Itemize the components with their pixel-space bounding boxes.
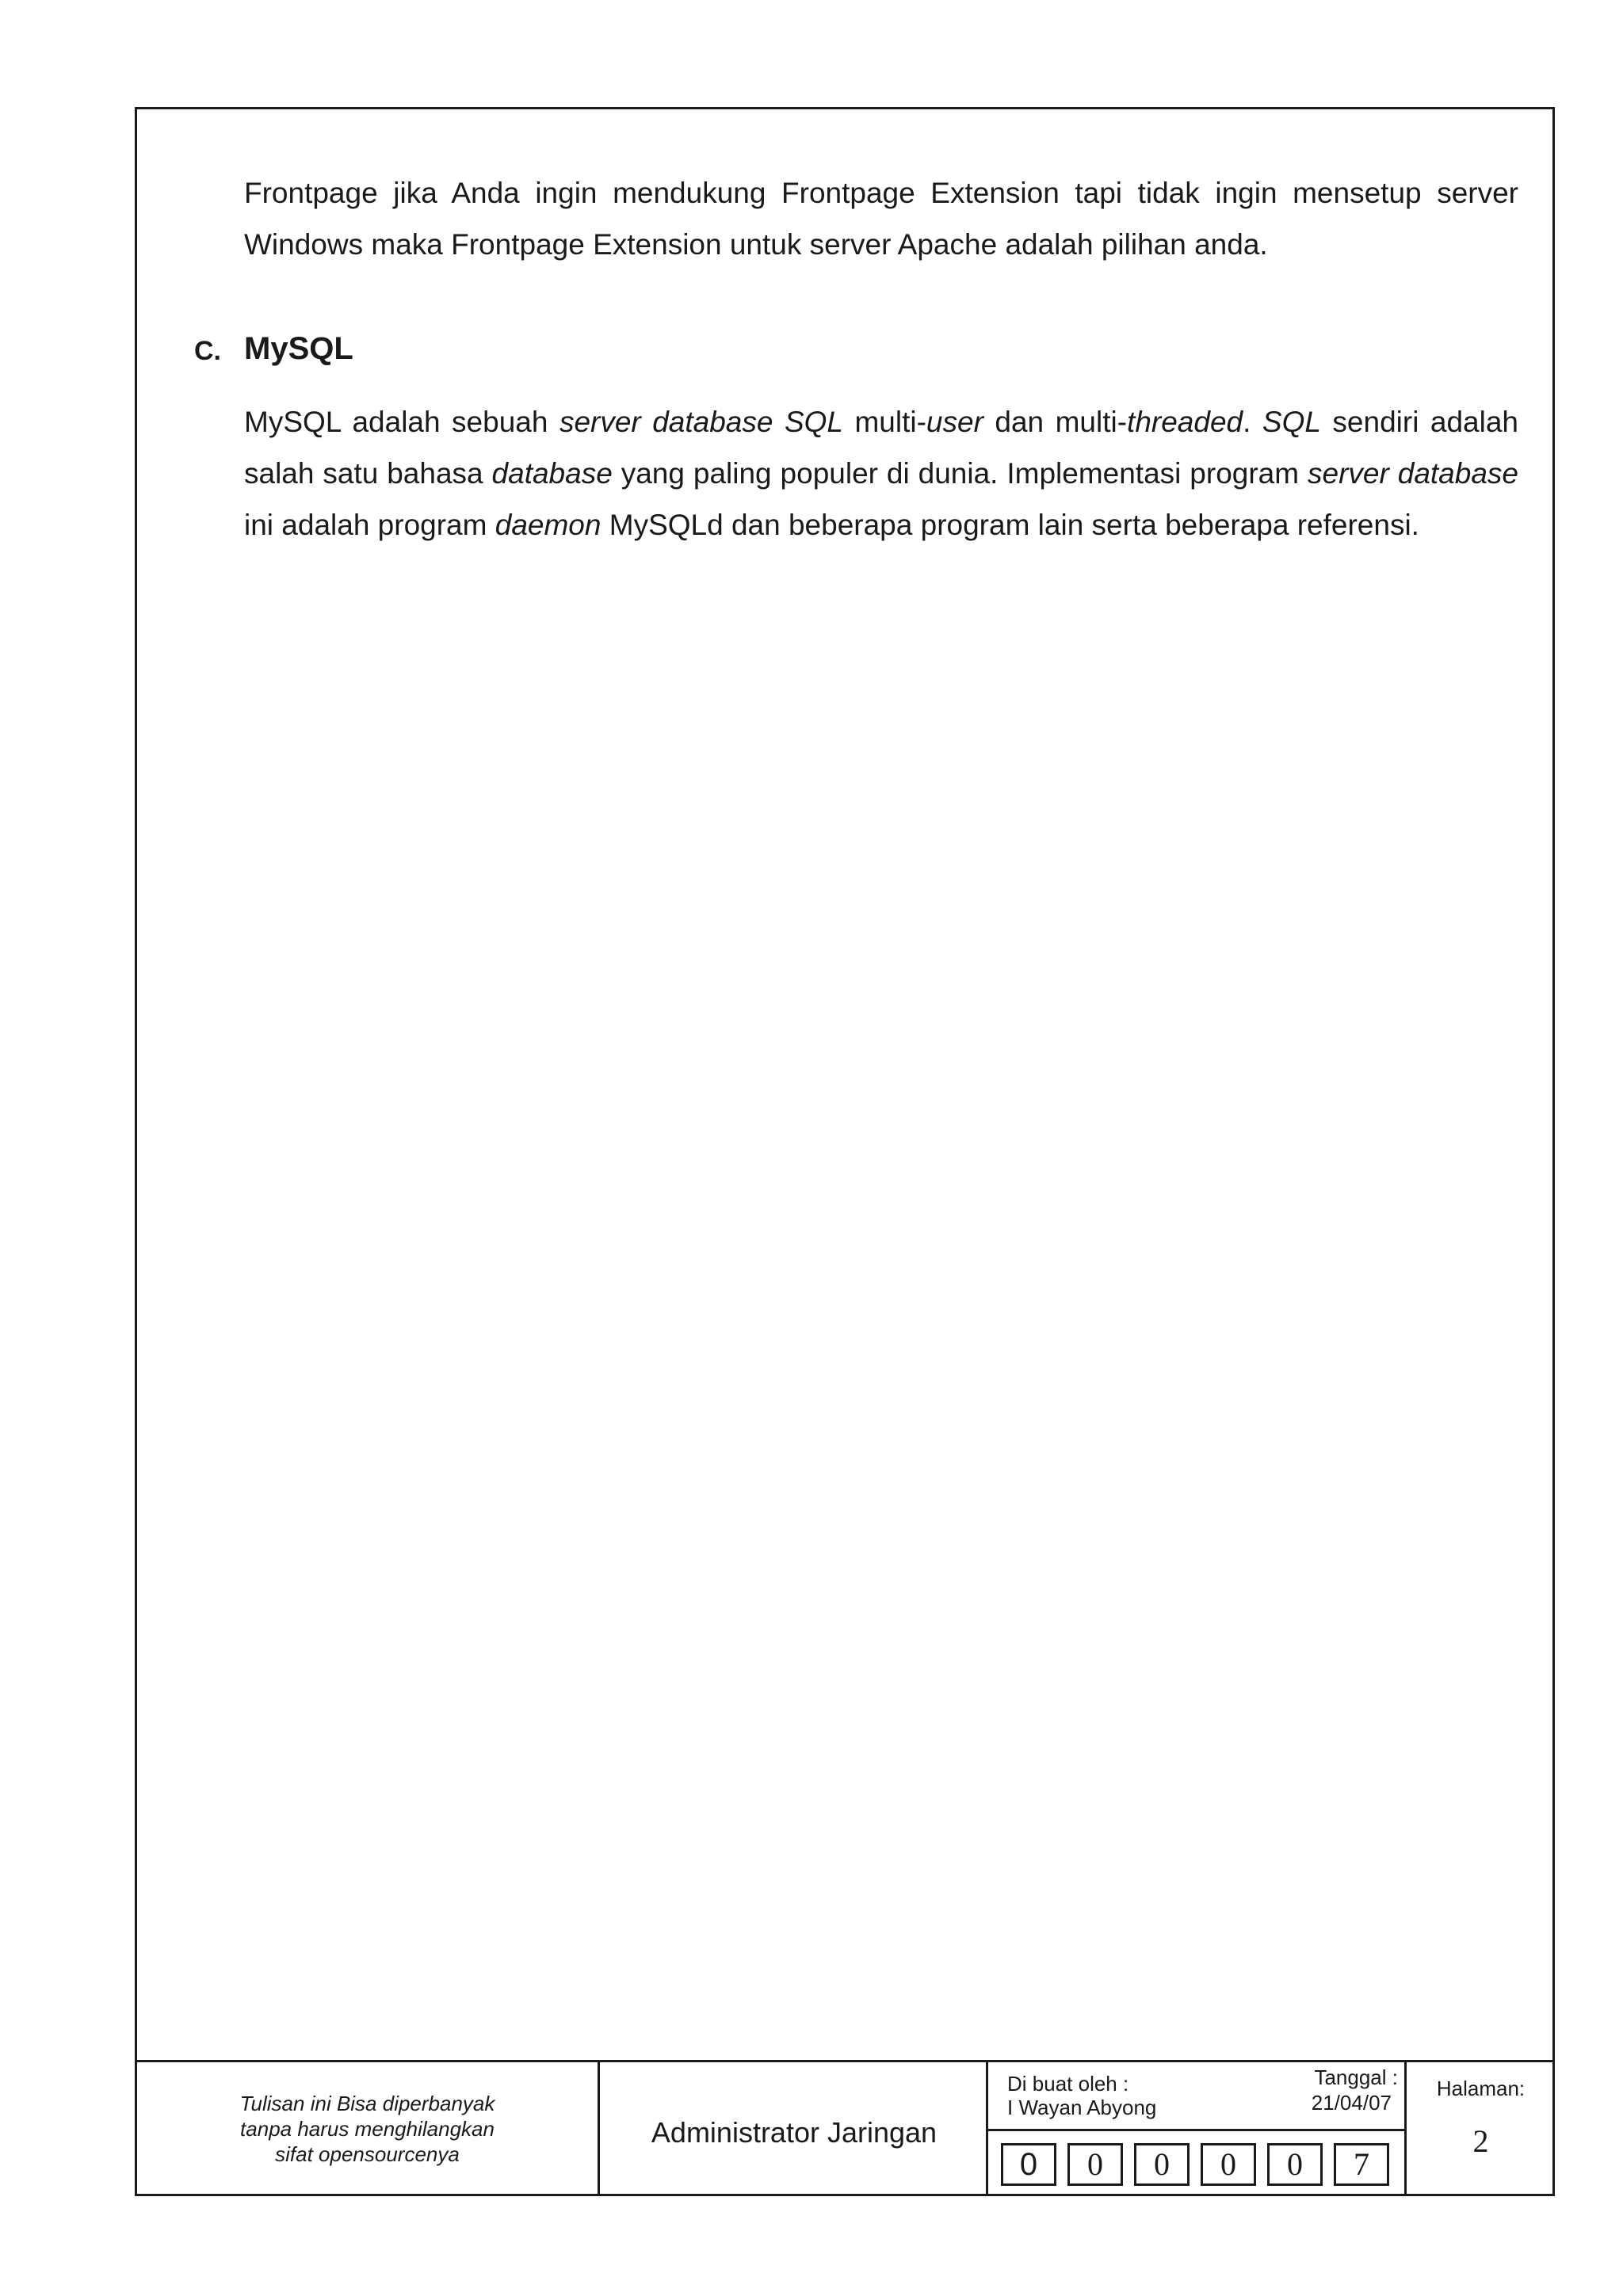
text-run: ini adalah program xyxy=(244,509,495,541)
footer-note-line: tanpa harus menghilangkan xyxy=(240,2117,495,2141)
doc-number-digit: 0 xyxy=(1201,2143,1256,2186)
date-label: Tanggal : xyxy=(1314,2065,1398,2089)
italic-term: database xyxy=(491,457,613,490)
text-run: MySQL adalah sebuah xyxy=(244,406,559,438)
footer-note-line: sifat opensourcenya xyxy=(275,2142,460,2166)
italic-term: user xyxy=(926,406,983,438)
text-run: sendiri adalah salah satu bahasa xyxy=(244,406,1519,490)
text-run: dan multi- xyxy=(983,406,1128,438)
italic-term: server database SQL xyxy=(559,406,843,438)
section-title: MySQL xyxy=(244,331,353,366)
created-by-name: I Wayan Abyong xyxy=(1007,2096,1157,2119)
section-letter: C. xyxy=(194,336,221,366)
doc-number-digit: 0 xyxy=(1267,2143,1323,2186)
paragraph-mysql xyxy=(244,396,1518,551)
footer-note-cell xyxy=(135,2062,600,2196)
text-run: MySQLd dan beberapa program lain serta beberapa referensi. xyxy=(601,509,1419,541)
doc-number-digit: 0 xyxy=(1067,2143,1123,2186)
doc-number-digit: 0 xyxy=(1001,2143,1056,2186)
text-run: multi- xyxy=(842,406,926,438)
text-run: yang paling populer di dunia. Implementasi program xyxy=(612,457,1308,490)
italic-term: threaded xyxy=(1127,406,1243,438)
doc-number-digit: 7 xyxy=(1334,2143,1389,2186)
meta-divider xyxy=(988,2129,1404,2131)
footer-note xyxy=(135,2091,600,2167)
footer-page-cell xyxy=(1407,2062,1555,2196)
footer-title-cell xyxy=(600,2062,988,2196)
page-number: 2 xyxy=(1472,2123,1489,2159)
doc-number-digit: 0 xyxy=(1134,2143,1190,2186)
date-value: 21/04/07 xyxy=(1311,2091,1392,2115)
footer-table xyxy=(135,2060,1555,2196)
italic-term: SQL xyxy=(1262,406,1321,438)
page-label: Halaman: xyxy=(1436,2077,1526,2100)
footer-meta-cell xyxy=(988,2062,1407,2196)
paragraph-frontpage: Frontpage jika Anda ingin mendukung Frontpage Extension tapi tidak ingin mensetup server Windows maka Frontpage Extension untuk server Apache adalah pilihan anda. xyxy=(244,177,1518,261)
text-run: . xyxy=(1243,406,1262,438)
italic-term: server database xyxy=(1308,457,1518,490)
created-by-label: Di buat oleh : xyxy=(1007,2072,1129,2096)
footer-title: Administrator Jaringan xyxy=(651,2116,938,2149)
italic-term: daemon xyxy=(495,509,601,541)
footer-note-line: Tulisan ini Bisa diperbanyak xyxy=(239,2092,495,2115)
